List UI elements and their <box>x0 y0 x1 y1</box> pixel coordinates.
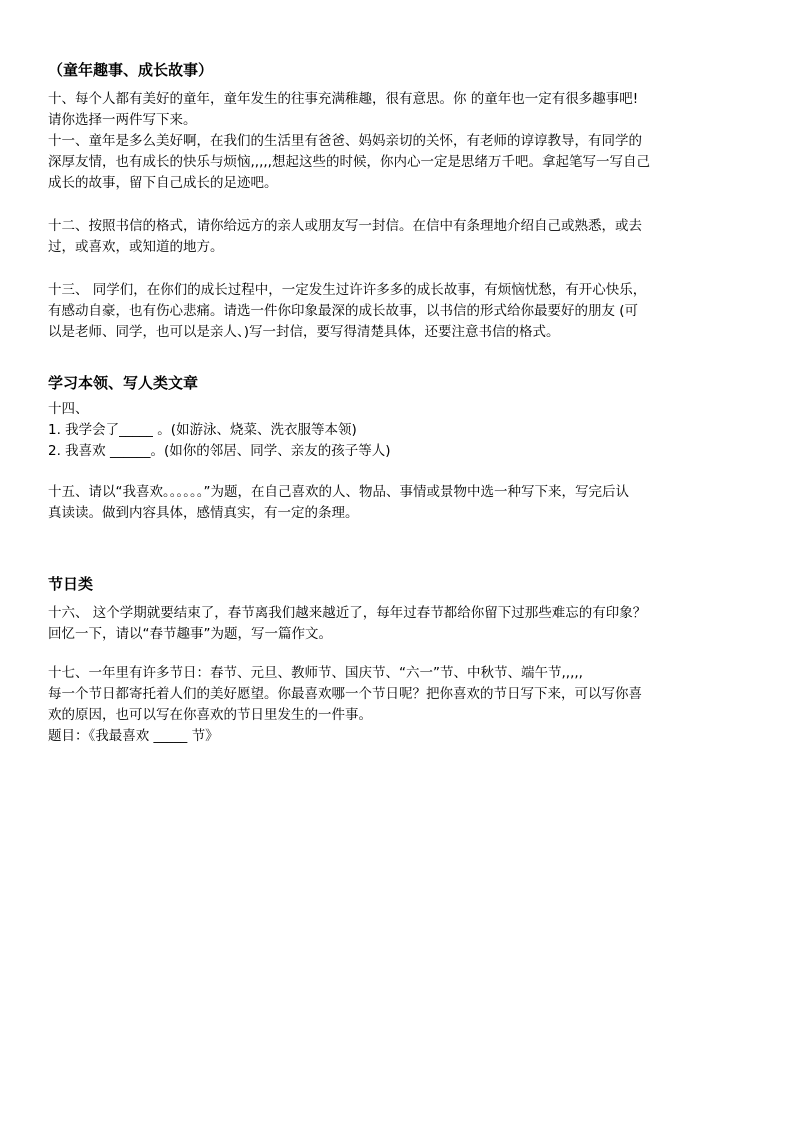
prompt-line: 十四、 <box>48 401 89 417</box>
prompt-13 <box>48 280 748 343</box>
section-heading-festivals: 节日类 <box>48 575 94 593</box>
prompt-15 <box>48 482 748 524</box>
prompt-line: 十五、请以“我喜欢。。。。。。”为题，在自己喜欢的人、物品、事情或景物中选一种写下来，写完后认 <box>48 484 629 500</box>
prompt-line: 1. 我学会了_____ 。(如游泳、烧菜、洗衣服等本领) <box>48 422 357 438</box>
prompt-17 <box>48 663 748 747</box>
prompt-11 <box>48 131 748 194</box>
prompt-line: 请你选择一两件写下来。 <box>48 112 197 128</box>
prompt-line: 每一个节日都寄托着人们的美好愿望。你最喜欢哪一个节日呢？把你喜欢的节日写下来，可以写你喜 <box>48 686 642 702</box>
prompt-line: 十、每个人都有美好的童年，童年发生的往事充满稚趣，很有意思。你 的童年也一定有很多趣事吧! <box>48 91 639 107</box>
prompt-line: 十七、一年里有许多节日：春节、元旦、教师节、国庆节、“六一”节、中秋节、端午节,,,,, <box>48 665 583 681</box>
prompt-line: 深厚友情，也有成长的快乐与烦恼,,,,,想起这些的时候，你内心一定是思绪万千吧。拿起笔写一写自己 <box>48 154 650 170</box>
prompt-line: 过，或喜欢，或知道的地方。 <box>48 239 224 255</box>
prompt-line: 有感动自豪，也有伤心悲痛。请选一件你印象最深的成长故事，以书信的形式给你最要好的朋友 (可 <box>48 303 639 319</box>
prompt-line: 题目：《我最喜欢 _____ 节》 <box>48 728 219 744</box>
prompt-line: 成长的故事，留下自己成长的足迹吧。 <box>48 175 278 191</box>
prompt-line: 真读读。做到内容具体，感情真实，有一定的条理。 <box>48 505 359 521</box>
prompt-line: 十一、童年是多么美好啊，在我们的生活里有爸爸、妈妈亲切的关怀，有老师的谆谆教导，有同学的 <box>48 133 642 149</box>
prompt-10 <box>48 89 748 131</box>
prompt-12 <box>48 216 748 258</box>
document-page <box>48 60 748 747</box>
prompt-16 <box>48 603 748 645</box>
prompt-14 <box>48 399 748 462</box>
section-heading-skills: 学习本领、写人类文章 <box>48 374 199 392</box>
prompt-line: 十六、 这个学期就要结束了，春节离我们越来越近了，每年过春节都给你留下过那些难忘的有印象？ <box>48 605 647 621</box>
section-heading-childhood: （童年趣事、成长故事） <box>48 61 214 79</box>
prompt-line: 2. 我喜欢 ______。(如你的邻居、同学、亲友的孩子等人) <box>48 443 391 459</box>
prompt-line: 欢的原因，也可以写在你喜欢的节日里发生的一件事。 <box>48 707 372 723</box>
prompt-line: 以是老师、同学，也可以是亲人、)写一封信，要写得清楚具体，还要注意书信的格式。 <box>48 324 560 340</box>
prompt-line: 十二、按照书信的格式，请你给远方的亲人或朋友写一封信。在信中有条理地介绍自己或熟悉，或去 <box>48 218 642 234</box>
prompt-line: 十三、 同学们，在你们的成长过程中，一定发生过许许多多的成长故事，有烦恼忧愁，有开心快乐， <box>48 282 647 298</box>
prompt-line: 回忆一下，请以“春节趣事”为题，写一篇作文。 <box>48 626 332 642</box>
